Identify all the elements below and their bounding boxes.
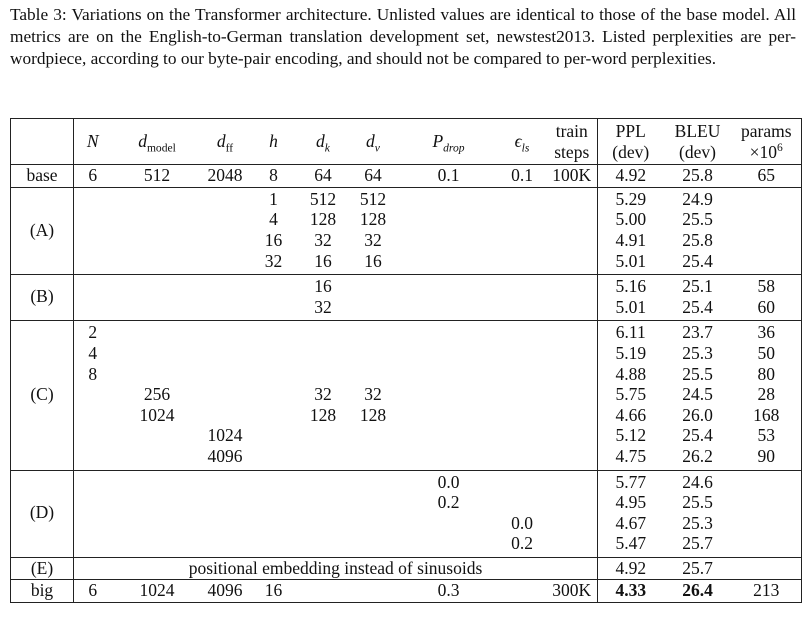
row-group-b (11, 275, 802, 321)
cell-ppl: 6.11 5.19 4.88 5.75 4.66 5.12 4.75 (598, 321, 664, 470)
cell-note: positional embedding instead of sinusoids (74, 557, 598, 580)
cell-train-steps (547, 275, 598, 321)
cell-dk (300, 470, 347, 557)
cell-pdrop (400, 275, 498, 321)
cell-ppl: 5.77 4.95 4.67 5.47 (598, 470, 664, 557)
cell-pdrop (400, 321, 498, 470)
cell-dff (203, 275, 248, 321)
cell-h (248, 275, 300, 321)
row-label: (E) (11, 557, 74, 580)
cell-bleu: 26.4 (664, 580, 732, 603)
cell-epsilon-ls (498, 321, 547, 470)
row-group-e (11, 557, 802, 580)
cell-epsilon-ls (498, 187, 547, 274)
cell-n: 6 (74, 165, 112, 188)
results-table (10, 118, 802, 603)
cell-h: 1 4 16 32 (248, 187, 300, 274)
header-dk: $d_k$ (300, 119, 347, 165)
cell-dk: 64 (300, 165, 347, 188)
cell-dk: 16 32 (300, 275, 347, 321)
cell-dk: 32 128 (300, 321, 347, 470)
cell-dff: 2048 (203, 165, 248, 188)
cell-dmodel (112, 470, 203, 557)
cell-dmodel (112, 275, 203, 321)
cell-params: 65 (732, 165, 802, 188)
cell-ppl: 5.29 5.00 4.91 5.01 (598, 187, 664, 274)
header-dv: $d_v$ (347, 119, 400, 165)
cell-dff: 1024 4096 (203, 321, 248, 470)
row-group-a (11, 187, 802, 274)
header-n: N (74, 119, 112, 165)
cell-params (732, 187, 802, 274)
cell-ppl: 4.92 (598, 557, 664, 580)
cell-n (74, 275, 112, 321)
cell-dk (300, 580, 347, 603)
cell-train-steps: 300K (547, 580, 598, 603)
header-epsilon-ls: $\epsilon_{ls}$ (498, 119, 547, 165)
header-pdrop: $P_{drop}$ (400, 119, 498, 165)
row-label: base (11, 165, 74, 188)
cell-n: 2 4 8 (74, 321, 112, 470)
row-big (11, 580, 802, 603)
cell-ppl: 5.16 5.01 (598, 275, 664, 321)
cell-params: 36 50 80 28 168 53 90 (732, 321, 802, 470)
header-train-steps: train steps (547, 119, 598, 165)
row-label: (B) (11, 275, 74, 321)
cell-params (732, 470, 802, 557)
cell-epsilon-ls (498, 580, 547, 603)
cell-n (74, 470, 112, 557)
cell-ppl: 4.92 (598, 165, 664, 188)
cell-pdrop: 0.1 (400, 165, 498, 188)
header-row (11, 119, 802, 165)
table-caption: Table 3: Variations on the Transformer architecture. Unlisted values are identical to those of the base model. All metrics are on the English-to-German translation development set, newstest2013. Listed perplexities are per-wordpiece, according to our byte-pair encoding, and should not be compared to per-word perplexities. (10, 5, 796, 68)
row-base (11, 165, 802, 188)
cell-bleu: 25.8 (664, 165, 732, 188)
cell-dk: 512 128 32 16 (300, 187, 347, 274)
cell-n (74, 187, 112, 274)
cell-bleu: 24.6 25.5 25.3 25.7 (664, 470, 732, 557)
row-group-d (11, 470, 802, 557)
row-group-c (11, 321, 802, 470)
cell-n: 6 (74, 580, 112, 603)
row-label: big (11, 580, 74, 603)
cell-train-steps (547, 187, 598, 274)
cell-params (732, 557, 802, 580)
header-bleu: BLEU (dev) (664, 119, 732, 165)
cell-dff: 4096 (203, 580, 248, 603)
cell-train-steps (547, 470, 598, 557)
row-label: (D) (11, 470, 74, 557)
header-dmodel: $d_{model}$ (112, 119, 203, 165)
cell-h: 8 (248, 165, 300, 188)
cell-dv: 32 128 (347, 321, 400, 470)
cell-dmodel: 512 (112, 165, 203, 188)
cell-pdrop (400, 187, 498, 274)
cell-h: 16 (248, 580, 300, 603)
header-params: params $\times 10^6$ (732, 119, 802, 165)
cell-dmodel (112, 187, 203, 274)
cell-bleu: 24.9 25.5 25.8 25.4 (664, 187, 732, 274)
cell-dmodel: 256 1024 (112, 321, 203, 470)
cell-dff (203, 470, 248, 557)
cell-h (248, 470, 300, 557)
row-label: (C) (11, 321, 74, 470)
cell-params: 58 60 (732, 275, 802, 321)
header-dff: $d_{ff}$ (203, 119, 248, 165)
cell-dv (347, 275, 400, 321)
cell-pdrop: 0.3 (400, 580, 498, 603)
cell-pdrop: 0.0 0.2 (400, 470, 498, 557)
header-h: h (248, 119, 300, 165)
cell-epsilon-ls: 0.0 0.2 (498, 470, 547, 557)
cell-bleu: 23.7 25.3 25.5 24.5 26.0 25.4 26.2 (664, 321, 732, 470)
cell-dv: 512 128 32 16 (347, 187, 400, 274)
header-label-cell (11, 119, 74, 165)
results-table-container (10, 118, 802, 603)
cell-train-steps: 100K (547, 165, 598, 188)
cell-params: 213 (732, 580, 802, 603)
cell-ppl: 4.33 (598, 580, 664, 603)
cell-dff (203, 187, 248, 274)
cell-dv (347, 470, 400, 557)
cell-dmodel: 1024 (112, 580, 203, 603)
cell-dv: 64 (347, 165, 400, 188)
cell-bleu: 25.1 25.4 (664, 275, 732, 321)
header-ppl: PPL (dev) (598, 119, 664, 165)
cell-h (248, 321, 300, 470)
row-label: (A) (11, 187, 74, 274)
cell-bleu: 25.7 (664, 557, 732, 580)
cell-train-steps (547, 321, 598, 470)
cell-epsilon-ls (498, 275, 547, 321)
cell-dv (347, 580, 400, 603)
cell-epsilon-ls: 0.1 (498, 165, 547, 188)
